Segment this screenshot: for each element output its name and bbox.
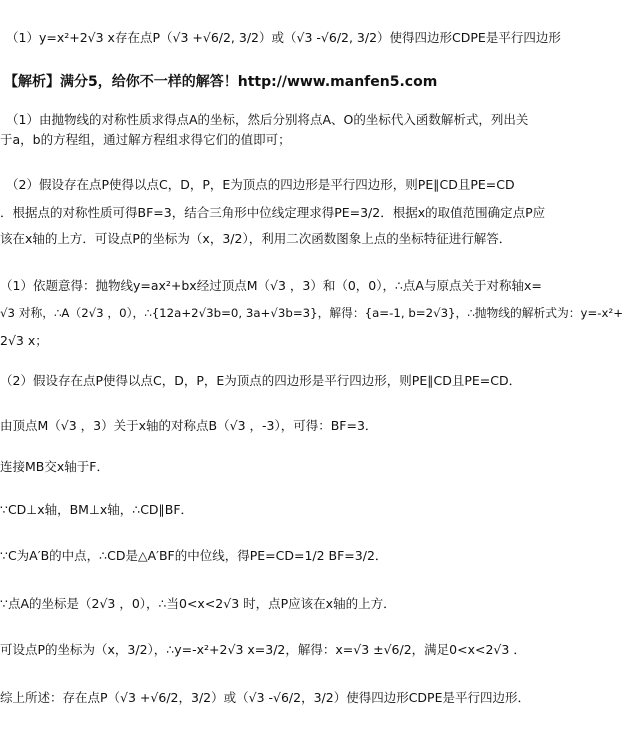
analysis-header: 【解析】满分5，给你不一样的解答！http://www.manfen5.com <box>4 74 438 90</box>
solution-2-line7: 可设点P的坐标为（x，3/2），∴y=-x²+2√3 x=3/2，解得：x=√3 ±√6/2，满足0<x<2√3 ． <box>0 642 526 657</box>
analysis-2-line2: ．根据点的对称性质可得BF=3，结合三角形中位线定理求得PE=3/2．根据x的取值范围确定点P应 <box>0 205 546 220</box>
solution-2-line6: ∵点A的坐标是（2√3 ，0），∴当0<x<2√3 时，点P应该在x轴的上方． <box>0 596 396 611</box>
solution-2-line5: ∵C为A′B的中点，∴CD是△A′BF的中位线，得PE=CD=1/2 BF=3/2． <box>0 548 388 563</box>
solution-2-line4: ∵CD⊥x轴，BM⊥x轴，∴CD∥BF． <box>0 502 194 517</box>
analysis-1-line2: 于a，b的方程组，通过解方程组求得它们的值即可； <box>0 132 291 147</box>
solution-1-line3: 2√3 x； <box>0 333 48 348</box>
solution-2-line1: （2）假设存在点P使得以点C，D，P，E为顶点的四边形是平行四边形，则PE∥CD且PE=CD． <box>0 373 522 388</box>
solution-2-line2: 由顶点M（√3 ，3）关于x轴的对称点B（√3 ，-3），可得：BF=3． <box>0 418 378 433</box>
solution-2-line3: 连接MB交x轴于F． <box>0 459 109 474</box>
solution-1-line2: √3 对称，∴A（2√3 ，0），∴{12a+2√3b=0, 3a+√3b=3}，解得：{a=-1, b=2√3}，∴抛物线的解析式为：y=-x²+ <box>0 306 624 320</box>
conclusion-line: 综上所述：存在点P（√3 +√6/2，3/2）或（√3 -√6/2，3/2）使得四边形CDPE是平行四边形． <box>0 690 530 705</box>
q1-line: （1）y=x²+2√3 x存在点P（√3 +√6/2, 3/2）或（√3 -√6/2, 3/2）使得四边形CDPE是平行四边形 <box>6 30 561 45</box>
analysis-2-line1: （2）假设存在点P使得以点C，D，P，E为顶点的四边形是平行四边形，则PE∥CD且PE=CD <box>6 177 515 192</box>
solution-1-line1: （1）依题意得：抛物线y=ax²+bx经过顶点M（√3 ，3）和（0，0），∴点A与原点关于对称轴x= <box>0 278 542 293</box>
analysis-2-line3: 该在x轴的上方．可设点P的坐标为（x，3/2），利用二次函数图象上点的坐标特征进行解答． <box>0 231 512 246</box>
analysis-1-line1: （1）由抛物线的对称性质求得点A的坐标，然后分别将点A、O的坐标代入函数解析式，列出关 <box>6 112 529 127</box>
